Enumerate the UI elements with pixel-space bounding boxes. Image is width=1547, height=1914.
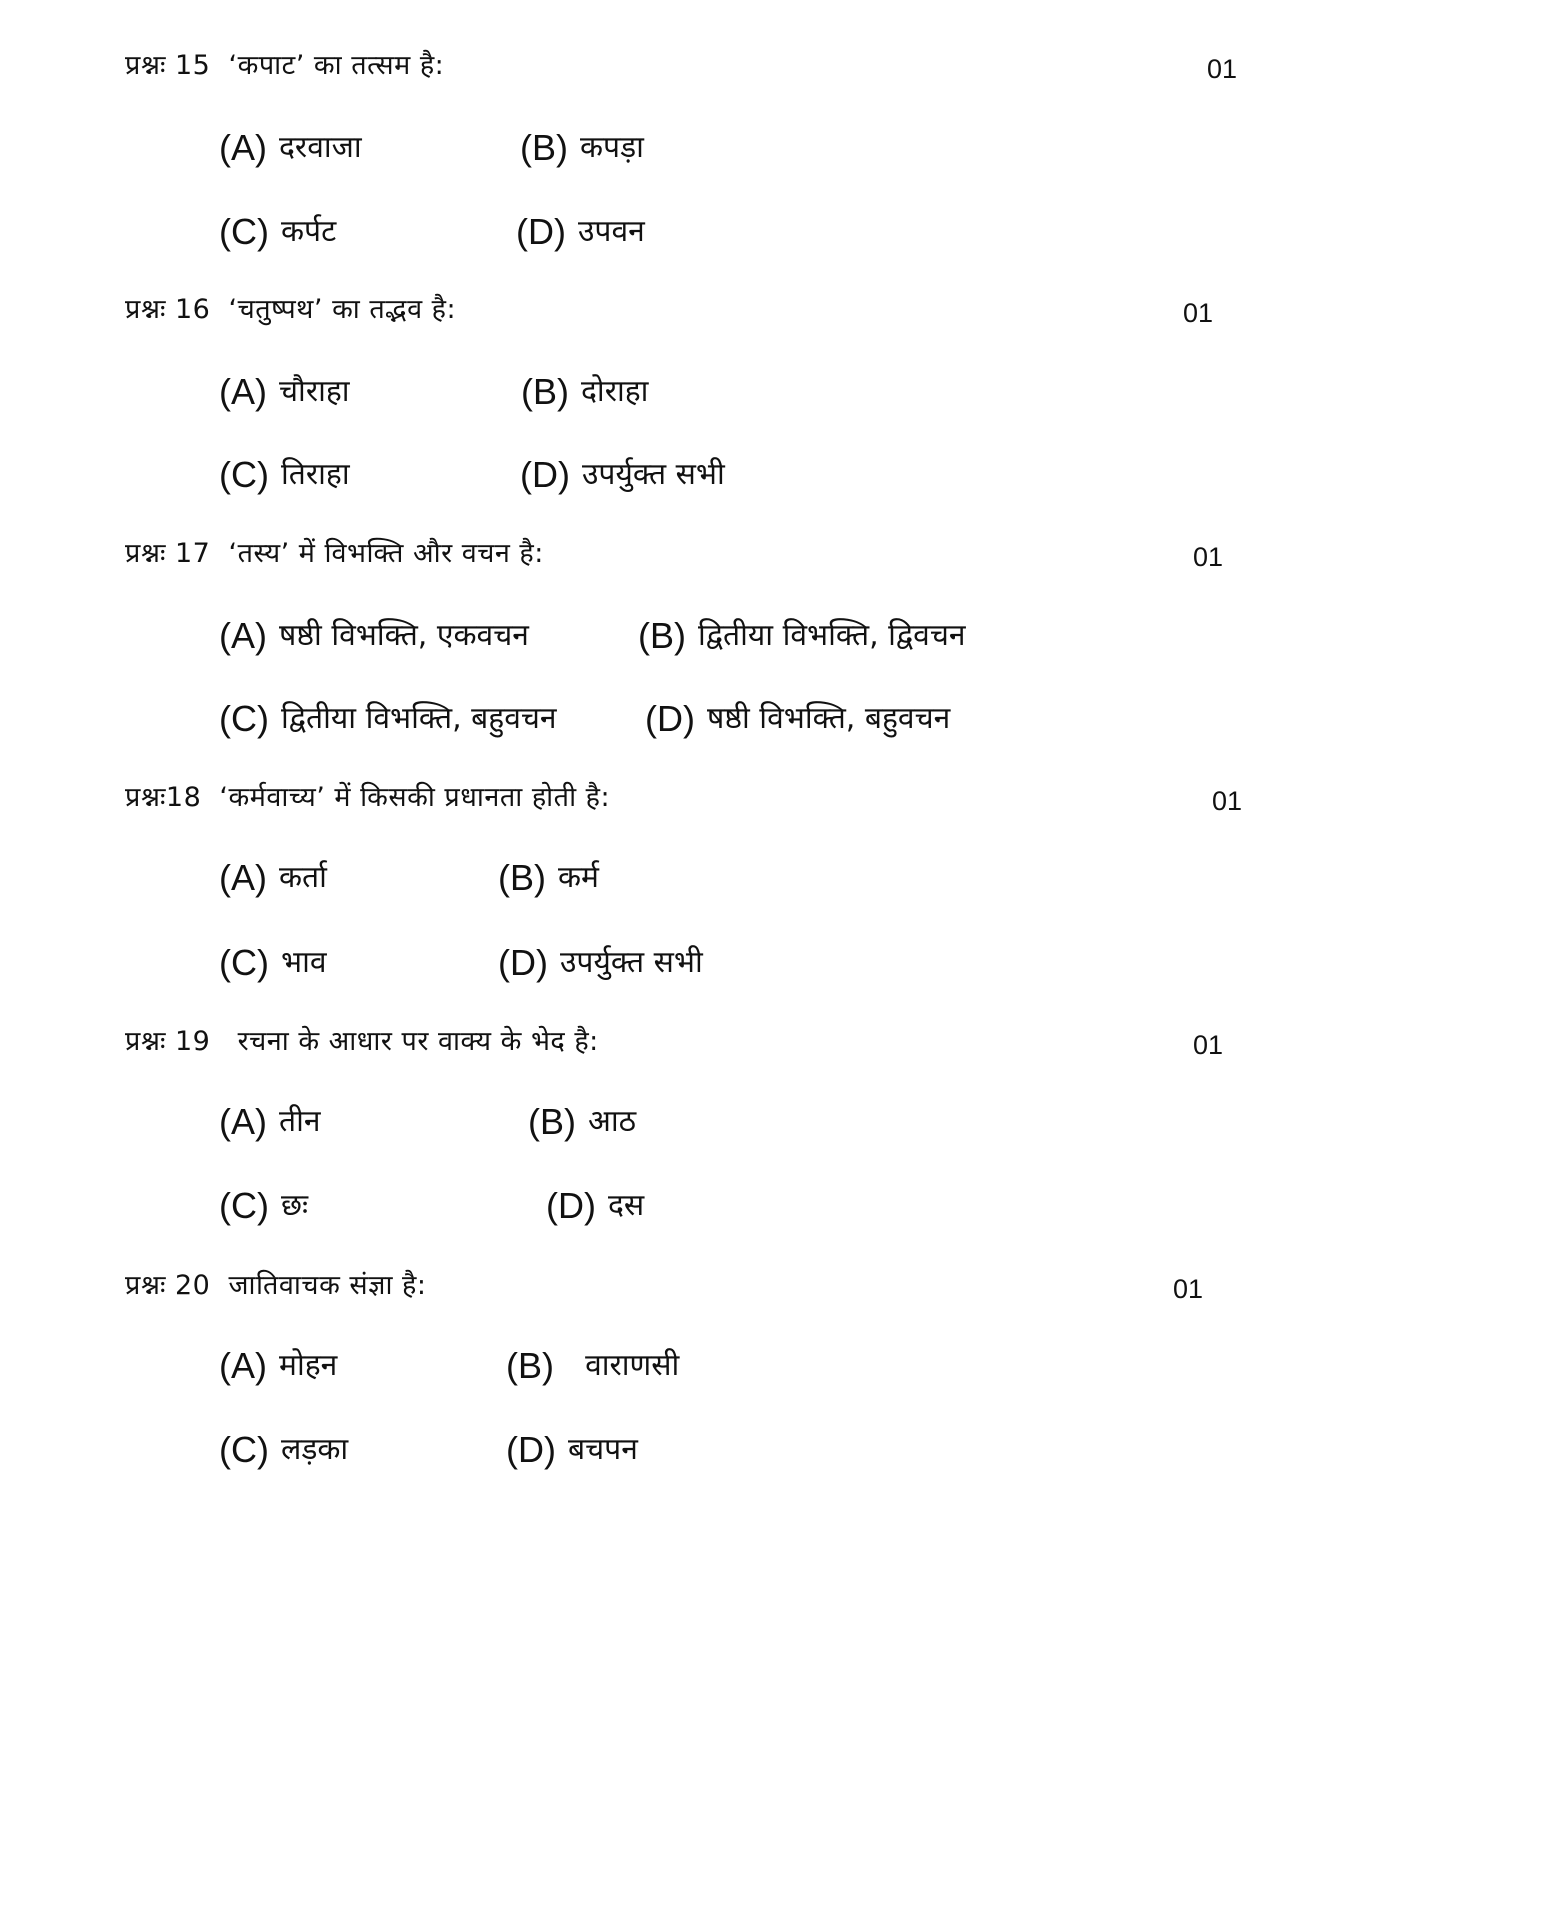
option-text: षष्ठी विभक्ति, एकवचन bbox=[279, 618, 529, 653]
option-label: (D) bbox=[506, 1429, 556, 1470]
option-label: (C) bbox=[219, 942, 269, 983]
question-15-option-c bbox=[219, 211, 337, 252]
question-20-option-d bbox=[506, 1429, 638, 1470]
option-text: द्वितीया विभक्ति, बहुवचन bbox=[280, 701, 557, 736]
option-label: (A) bbox=[219, 615, 267, 656]
question-16-option-d bbox=[520, 454, 725, 495]
question-20-option-a bbox=[219, 1345, 338, 1386]
question-19-option-b bbox=[528, 1101, 637, 1142]
question-15-option-d bbox=[516, 211, 645, 252]
option-label: (B) bbox=[638, 615, 686, 656]
option-label: (C) bbox=[219, 211, 269, 252]
question-15-option-a bbox=[219, 127, 362, 168]
option-label: (B) bbox=[521, 371, 569, 412]
question-17-marks: 01 bbox=[1193, 542, 1224, 572]
option-label: (D) bbox=[516, 211, 566, 252]
option-label: (A) bbox=[219, 1101, 267, 1142]
option-label: (A) bbox=[219, 857, 267, 898]
option-text: कर्पट bbox=[280, 214, 337, 249]
option-text: कर्म bbox=[558, 860, 599, 895]
option-label: (A) bbox=[219, 1345, 267, 1386]
question-20-option-c bbox=[219, 1429, 349, 1470]
question-15-option-b bbox=[520, 127, 644, 168]
question-17-option-b bbox=[638, 615, 966, 656]
option-label: (C) bbox=[219, 1185, 269, 1226]
question-20-text: प्रश्नः 20 जातिवाचक संज्ञा है: bbox=[125, 1270, 427, 1301]
option-text: उपवन bbox=[577, 214, 645, 249]
question-19-text: प्रश्नः 19 रचना के आधार पर वाक्य के भेद है: bbox=[125, 1026, 599, 1057]
option-text: दस bbox=[607, 1188, 645, 1223]
option-text: उपर्युक्त सभी bbox=[581, 457, 725, 492]
question-18-option-d bbox=[498, 942, 703, 983]
option-label: (B) bbox=[520, 127, 568, 168]
option-label: (D) bbox=[645, 698, 695, 739]
question-16-option-a bbox=[219, 371, 350, 412]
option-text: लड़का bbox=[280, 1432, 349, 1467]
question-17-text: प्रश्नः 17 ‘तस्य’ में विभक्ति और वचन है: bbox=[125, 538, 544, 569]
option-text: वाराणसी bbox=[566, 1348, 680, 1383]
option-text: कपड़ा bbox=[580, 130, 644, 165]
option-text: दरवाजा bbox=[279, 130, 362, 165]
question-19-option-d bbox=[546, 1185, 645, 1226]
question-16-option-b bbox=[521, 371, 649, 412]
option-label: (D) bbox=[546, 1185, 596, 1226]
option-label: (C) bbox=[219, 454, 269, 495]
question-16-marks: 01 bbox=[1183, 298, 1214, 328]
question-15-marks: 01 bbox=[1207, 54, 1238, 84]
question-17-option-a bbox=[219, 615, 529, 656]
question-16-option-c bbox=[219, 454, 350, 495]
option-text: चौराहा bbox=[279, 374, 350, 409]
option-text: तीन bbox=[279, 1104, 321, 1139]
option-text: कर्ता bbox=[279, 860, 327, 895]
option-label: (B) bbox=[498, 857, 546, 898]
option-label: (C) bbox=[219, 1429, 269, 1470]
question-19-option-c bbox=[219, 1185, 309, 1226]
question-20-option-b bbox=[506, 1345, 680, 1386]
option-text: दोराहा bbox=[581, 374, 649, 409]
question-19-marks: 01 bbox=[1193, 1030, 1224, 1060]
question-18-marks: 01 bbox=[1212, 786, 1243, 816]
option-text: उपर्युक्त सभी bbox=[559, 945, 703, 980]
option-text: षष्ठी विभक्ति, बहुवचन bbox=[706, 701, 951, 736]
question-15-text: प्रश्नः 15 ‘कपाट’ का तत्सम है: bbox=[125, 50, 445, 81]
option-label: (D) bbox=[498, 942, 548, 983]
option-text: छः bbox=[280, 1188, 309, 1223]
question-20-marks: 01 bbox=[1173, 1274, 1204, 1304]
question-18-option-a bbox=[219, 857, 327, 898]
question-17-option-c bbox=[219, 698, 557, 739]
option-label: (B) bbox=[528, 1101, 576, 1142]
option-label: (A) bbox=[219, 127, 267, 168]
option-text: बचपन bbox=[567, 1432, 638, 1467]
option-text: भाव bbox=[280, 945, 327, 980]
question-18-option-c bbox=[219, 942, 327, 983]
question-17-option-d bbox=[645, 698, 951, 739]
option-label: (C) bbox=[219, 698, 269, 739]
question-16-text: प्रश्नः 16 ‘चतुष्पथ’ का तद्भव है: bbox=[125, 294, 457, 325]
option-text: आठ bbox=[588, 1104, 637, 1139]
option-text: द्वितीया विभक्ति, द्विवचन bbox=[698, 618, 966, 653]
option-text: मोहन bbox=[279, 1348, 338, 1383]
option-label: (B) bbox=[506, 1345, 554, 1386]
question-18-option-b bbox=[498, 857, 599, 898]
option-label: (D) bbox=[520, 454, 570, 495]
question-18-text: प्रश्नः18 ‘कर्मवाच्य’ में किसकी प्रधानता होती है: bbox=[125, 782, 611, 813]
option-label: (A) bbox=[219, 371, 267, 412]
question-19-option-a bbox=[219, 1101, 321, 1142]
option-text: तिराहा bbox=[280, 457, 350, 492]
